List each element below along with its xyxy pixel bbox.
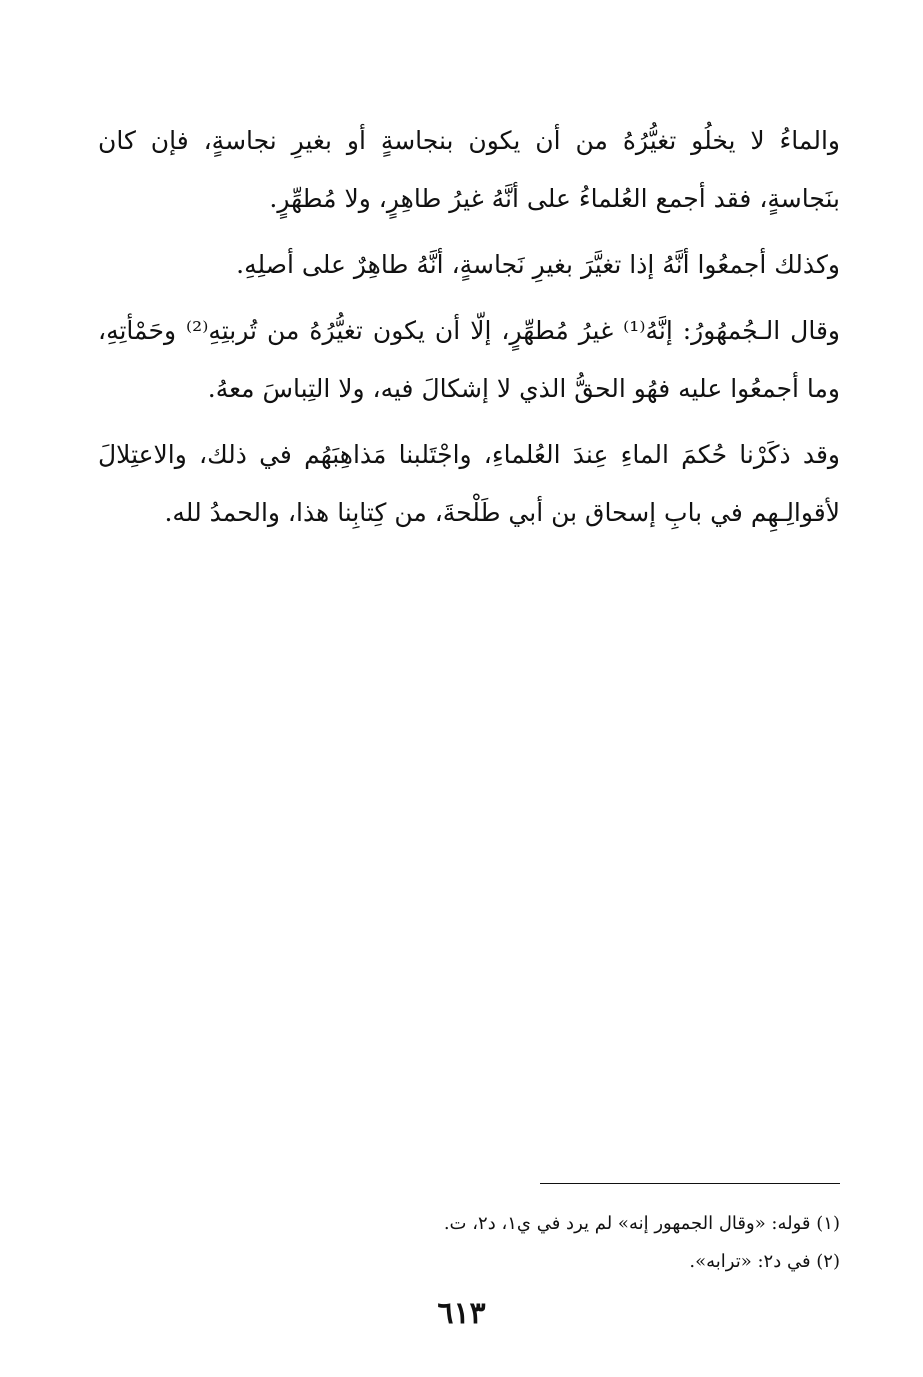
paragraph-2: وكذلك أجمعُوا أنَّهُ إذا تغيَّرَ بغيرِ نَجاسةٍ، أنَّهُ طاهِرٌ على أصلِهِ. <box>236 250 840 279</box>
page-number: ٦١٣ <box>437 1296 486 1331</box>
paragraph-3: وقال الـجُمهُورُ: إنَّهُ⁽¹⁾ غيرُ مُطهِّرٍ، إلّا أن يكون تغيُّرُهُ من تُربتِهِ⁽²⁾ وحَمْأتِهِ، وما أجمعُوا عليه فهُو الحقُّ الذي لا إشكالَ فيه، ولا التِباسَ معهُ. <box>98 316 840 403</box>
footnotes <box>98 1205 840 1281</box>
paragraph-4: وقد ذكَرْنا حُكمَ الماءِ عِندَ العُلماءِ، واجْتَلبنا مَذاهِبَهُم في ذلك، والاعتِلالَ لأقوالِـهِم في بابِ إسحاق بن أبي طَلْحةَ، من كِتابِنا هذا، والحمدُ لله. <box>98 440 840 527</box>
footnote-1: (١) قوله: «وقال الجمهور إنه» لم يرد في ي١، د٢، ت. <box>443 1213 840 1234</box>
footnote-2: (٢) في د٢: «ترابه». <box>689 1251 840 1272</box>
paragraph-1: والماءُ لا يخلُو تغيُّرُهُ من أن يكون بنجاسةٍ أو بغيرِ نجاسةٍ، فإن كان بنَجاسةٍ، فقد أجمع العُلماءُ على أنَّهُ غيرُ طاهِرٍ، ولا مُطهِّرٍ. <box>98 126 840 213</box>
main-text <box>98 112 840 542</box>
footnote-separator <box>540 1183 840 1184</box>
